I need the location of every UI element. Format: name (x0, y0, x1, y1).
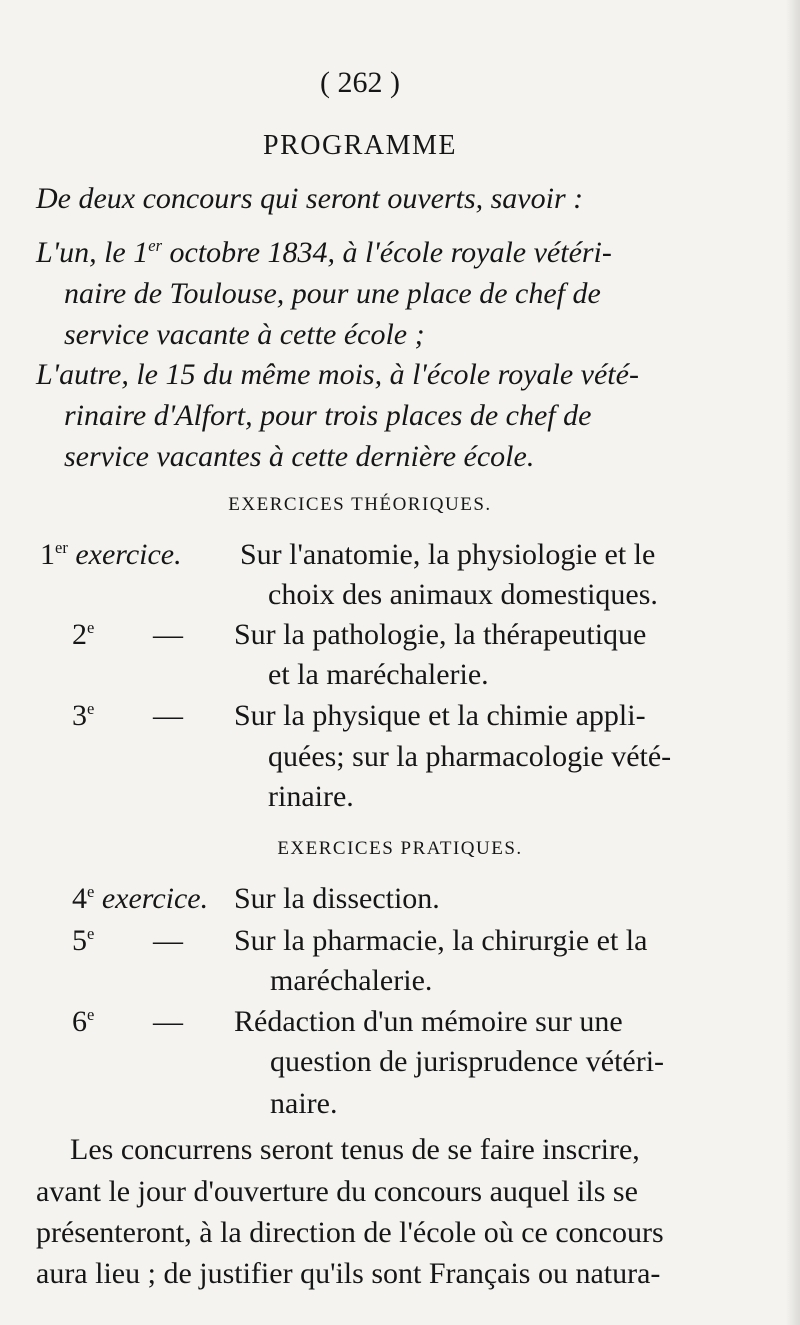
page-edge-shadow (786, 0, 800, 1325)
section-heading-practice: EXERCICES PRATIQUES. (277, 838, 523, 859)
exercise-1-line (40, 538, 710, 578)
closing-line: avant le jour d'ouverture du concours auquel ils se (36, 1175, 638, 1208)
intro-line (36, 236, 612, 270)
exercise-text: rinaire. (268, 780, 354, 813)
ditto-dash: — (153, 699, 183, 732)
exercise-3-line (72, 699, 712, 739)
exercise-text: naire. (270, 1087, 338, 1120)
closing-line: aura lieu ; de justifier qu'ils sont Français ou natura- (36, 1257, 661, 1290)
exercise-2-line (72, 618, 712, 658)
exercise-6-line (72, 1005, 712, 1045)
exercise-text: Sur la physique et la chimie appli- (234, 699, 646, 732)
page-number: ( 262 ) (320, 66, 400, 99)
ditto-dash: — (153, 924, 183, 957)
exercise-5-line (72, 924, 712, 964)
intro-line: L'autre, le 15 du même mois, à l'école royale vété- (36, 358, 639, 391)
exercise-text: maréchalerie. (270, 964, 433, 997)
superscript: er (148, 236, 163, 255)
exercise-text: Rédaction d'un mémoire sur une (234, 1005, 623, 1038)
exercise-number: 1er exercice. (40, 538, 182, 571)
exercise-4-line (72, 882, 712, 922)
exercise-number: 2e (72, 618, 95, 651)
closing-line: Les concurrens seront tenus de se faire inscrire, (70, 1133, 640, 1166)
exercise-number: 6e (72, 1005, 95, 1038)
intro-line: De deux concours qui seront ouverts, savoir : (36, 182, 584, 215)
intro-text: L'un, le 1 (36, 236, 149, 269)
intro-line: naire de Toulouse, pour une place de chef de (64, 277, 601, 310)
exercise-number: 3e (72, 699, 95, 732)
exercise-number: 4e exercice. (72, 882, 209, 915)
exercise-text: choix des animaux domestiques. (268, 578, 658, 611)
exercise-text: Sur l'anatomie, la physiologie et le (240, 538, 656, 571)
ditto-dash: — (153, 618, 183, 651)
section-heading-theory: EXERCICES THÉORIQUES. (228, 494, 492, 515)
closing-line: présenteront, à la direction de l'école où ce concours (36, 1216, 664, 1249)
exercise-text: Sur la pharmacie, la chirurgie et la (234, 924, 648, 957)
exercise-number: 5e (72, 924, 95, 957)
intro-line: rinaire d'Alfort, pour trois places de chef de (64, 399, 592, 432)
exercise-text: quées; sur la pharmacologie vété- (268, 740, 672, 773)
intro-line: service vacantes à cette dernière école. (64, 440, 535, 473)
exercise-text: et la maréchalerie. (268, 658, 489, 691)
exercise-text: Sur la pathologie, la thérapeutique (234, 618, 647, 651)
intro-text: octobre 1834, à l'école royale vétéri- (162, 236, 612, 269)
exercise-text: question de jurisprudence vétéri- (270, 1045, 665, 1078)
intro-line: service vacante à cette école ; (64, 318, 425, 351)
ditto-dash: — (153, 1005, 183, 1038)
page-title: PROGRAMME (263, 130, 457, 161)
exercise-text: Sur la dissection. (234, 882, 440, 915)
